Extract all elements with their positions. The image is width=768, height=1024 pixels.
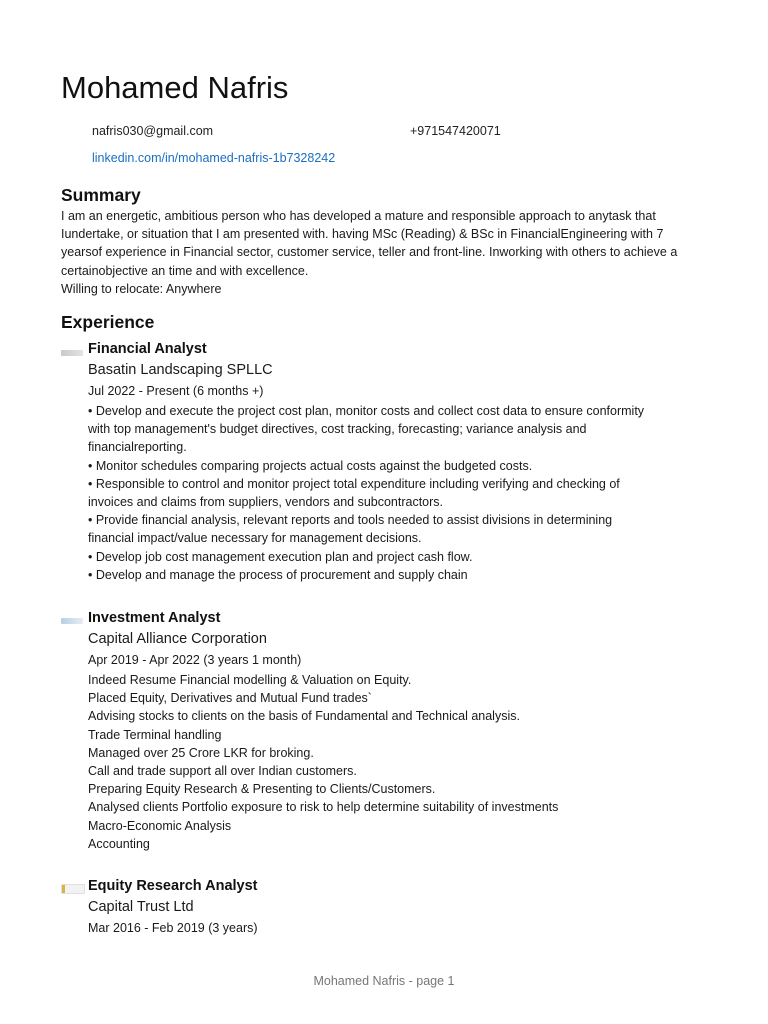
- description-line: • Develop and execute the project cost plan, monitor costs and collect cost data to ensure conformity: [88, 404, 645, 418]
- description-line: with top management's budget directives, cost tracking, forecasting; variance analysis and: [88, 422, 587, 437]
- page-footer: Mohamed Nafris - page 1: [313, 974, 455, 988]
- description-line: financialreporting.: [88, 440, 187, 455]
- company-name: Basatin Landscaping SPLLC: [88, 362, 273, 378]
- email-text: nafris030@gmail.com: [92, 124, 214, 138]
- description-line: Accounting: [88, 836, 150, 851]
- summary-line: yearsof experience in Financial sector, customer service, teller and front-line. Inworking with others to achieve a: [61, 245, 678, 260]
- experience-heading: Experience: [61, 312, 155, 332]
- description-line: • Monitor schedules comparing projects actual costs against the budgeted costs.: [88, 458, 533, 473]
- candidate-name: Mohamed Nafris: [61, 70, 289, 105]
- description-line: Preparing Equity Research & Presenting to Clients/Customers.: [88, 782, 436, 797]
- summary-line: Willing to relocate: Anywhere: [61, 281, 222, 296]
- summary-line: I am an energetic, ambitious person who has developed a mature and responsible approach to anytask that: [61, 209, 656, 223]
- job-description: [88, 671, 648, 853]
- phone-text: +971547420071: [410, 124, 501, 138]
- description-line: Advising stocks to clients on the basis of Fundamental and Technical analysis.: [88, 709, 520, 724]
- company-logo-icon: [61, 618, 83, 624]
- description-line: Managed over 25 Crore LKR for broking.: [88, 745, 314, 760]
- company-logo-icon: [61, 884, 85, 894]
- job-title: Equity Research Analyst: [88, 878, 258, 894]
- description-line: Indeed Resume Financial modelling & Valuation on Equity.: [88, 673, 412, 687]
- description-line: financial impact/value necessary for management decisions.: [88, 531, 422, 546]
- job-title: Investment Analyst: [88, 610, 221, 626]
- summary-line: certainobjective an time and with excellence.: [61, 263, 309, 278]
- description-line: Trade Terminal handling: [88, 727, 222, 742]
- description-line: Placed Equity, Derivatives and Mutual Fund trades`: [88, 691, 372, 706]
- company-name: Capital Alliance Corporation: [88, 631, 267, 647]
- job-title: Financial Analyst: [88, 341, 207, 357]
- description-line: • Develop job cost management execution plan and project cash flow.: [88, 549, 473, 564]
- description-line: • Develop and manage the process of procurement and supply chain: [88, 567, 468, 582]
- summary-body: [61, 207, 701, 298]
- job-dates: Apr 2019 - Apr 2022 (3 years 1 month): [88, 653, 302, 667]
- description-line: invoices and claims from suppliers, vendors and subcontractors.: [88, 495, 444, 510]
- job-dates: Mar 2016 - Feb 2019 (3 years): [88, 921, 258, 935]
- company-name: Capital Trust Ltd: [88, 899, 194, 915]
- description-line: Macro-Economic Analysis: [88, 818, 232, 833]
- company-logo-icon: [61, 350, 83, 356]
- description-line: • Provide financial analysis, relevant reports and tools needed to assist divisions in determining: [88, 513, 613, 528]
- description-line: Call and trade support all over Indian customers.: [88, 764, 357, 779]
- summary-line: Iundertake, or situation that I am presented with. having MSc (Reading) & BSc in FinancialEngineering with 7: [61, 227, 664, 242]
- summary-heading: Summary: [61, 185, 141, 205]
- linkedin-link[interactable]: linkedin.com/in/mohamed-nafris-1b7328242: [92, 151, 336, 165]
- description-line: • Responsible to control and monitor project total expenditure including verifying and checking of: [88, 476, 620, 491]
- description-line: Analysed clients Portfolio exposure to risk to help determine suitability of investments: [88, 800, 559, 815]
- job-dates: Jul 2022 - Present (6 months +): [88, 384, 264, 398]
- job-description: [88, 402, 648, 584]
